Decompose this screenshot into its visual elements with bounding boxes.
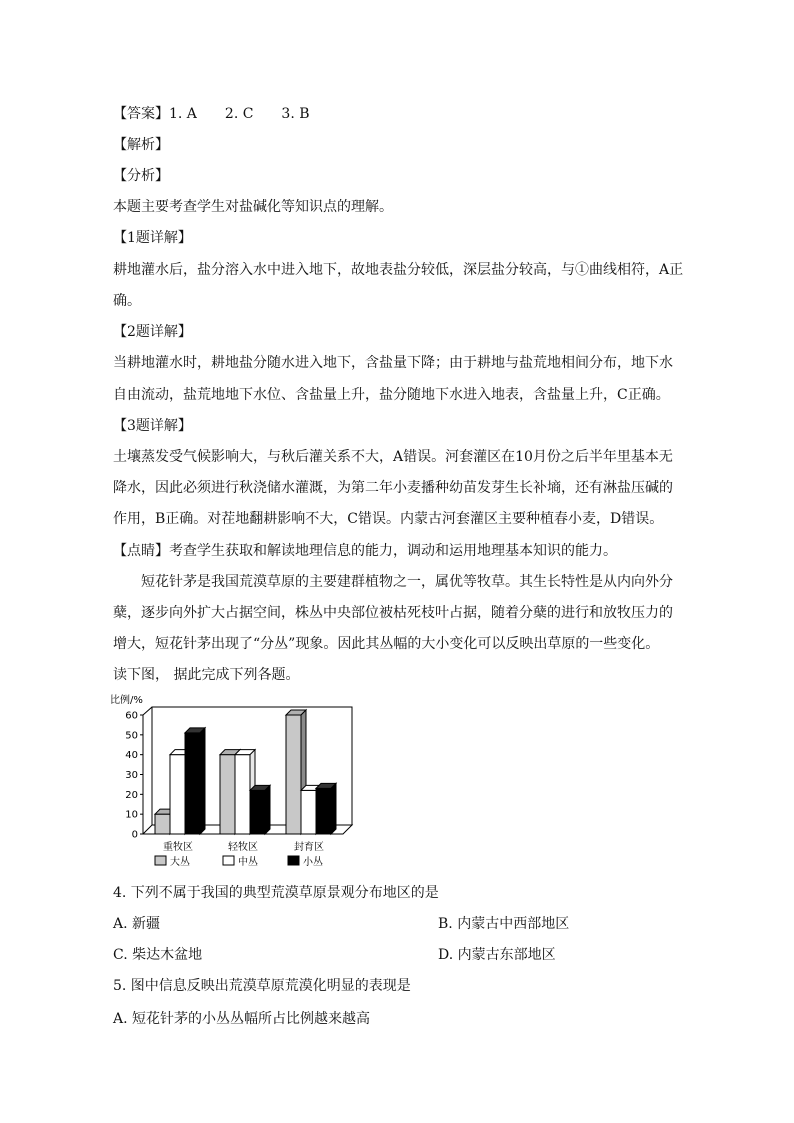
bar (250, 790, 265, 834)
x-tick-label: 重牧区 (163, 842, 193, 853)
x-tick-label: 轻牧区 (228, 842, 258, 853)
fenxi-heading: 【分析】 (113, 168, 169, 184)
bar-side (331, 783, 336, 834)
dianjing: 【点睛】考查学生获取和解读地理信息的能力，调动和运用地理基本知识的能力。 (113, 543, 617, 559)
bar (301, 790, 316, 834)
bar (316, 788, 331, 834)
bar (220, 755, 235, 834)
q5-option-a[interactable]: A. 短花针茅的小丛丛幅所占比例越来越高 (113, 1011, 371, 1027)
y-axis-label: 比例/% (110, 695, 143, 706)
legend-swatch (155, 856, 166, 865)
legend-swatch (223, 856, 234, 865)
y-tick-label: 10 (125, 809, 138, 821)
y-tick-label: 40 (125, 750, 138, 762)
q2-body-line: 当耕地灌水时，耕地盐分随水进入地下，含盐量下降；由于耕地与盐荒地相间分布，地下水 (113, 355, 673, 371)
bar (286, 715, 301, 834)
bar-side (265, 785, 270, 834)
legend-label: 小丛 (303, 857, 323, 868)
y-tick-label: 50 (125, 730, 138, 742)
q4-option-c[interactable]: C. 柴达木盆地 (113, 947, 203, 963)
analysis-heading: 【解析】 (113, 137, 169, 153)
q4-option-b[interactable]: B. 内蒙古中西部地区 (438, 916, 570, 932)
q1-body-line: 耕地灌水后，盐分溶入水中进入地下，故地表盐分较低，深层盐分较高，与①曲线相符，A正 (113, 262, 684, 278)
passage-line: 短花针茅是我国荒漠草原的主要建群植物之一，属优等牧草。其生长特性是从内向外分 (141, 574, 673, 590)
y-tick-label: 60 (125, 710, 138, 722)
q3-body-line: 降水，因此必须进行秋浇储水灌溉，为第二年小麦播种幼苗发芽生长补墒，还有淋盐压碱的 (113, 480, 673, 496)
y-tick-label: 20 (125, 789, 138, 801)
bar-chart (108, 690, 368, 875)
q3-body-line: 土壤蒸发受气候影响大，与秋后灌关系不大，A错误。河套灌区在10月份之后半年里基本无 (113, 449, 673, 465)
q1-body-line: 确。 (113, 293, 141, 309)
y-tick-label: 30 (125, 770, 138, 781)
answer-line: 【答案】1. A 2. C 3. B (113, 106, 310, 122)
q5-stem: 5. 图中信息反映出荒漠草原荒漠化明显的表现是 (113, 978, 411, 994)
bar (185, 733, 200, 834)
passage-line: 增大，短花针茅出现了“分丛”现象。因此其丛幅的大小变化可以反映出草原的一些变化。 (113, 636, 660, 652)
q3-title: 【3题详解】 (113, 418, 192, 434)
legend-label: 中丛 (238, 857, 258, 868)
passage-line: 读下图， 据此完成下列各题。 (113, 667, 300, 683)
q4-stem: 4. 下列不属于我国的典型荒漠草原景观分布地区的是 (113, 885, 439, 901)
bar-side (200, 728, 205, 834)
y-tick-label: 0 (131, 829, 138, 841)
bar (235, 755, 250, 834)
fenxi-body: 本题主要考查学生对盐碱化等知识点的理解。 (113, 199, 393, 215)
q2-body-line: 自由流动，盐荒地地下水位、含盐量上升，盐分随地下水进入地表，含盐量上升，C正确。 (113, 387, 670, 403)
q1-title: 【1题详解】 (113, 230, 192, 246)
q3-body-line: 作用，B正确。对茬地翻耕影响不大，C错误。内蒙古河套灌区主要种植春小麦，D错误。 (113, 511, 664, 527)
y-axis-top-edge (143, 707, 152, 715)
legend-swatch (288, 856, 299, 865)
passage-line: 蘖，逐步向外扩大占据空间，株丛中央部位被枯死枝叶占据，随着分蘖的进行和放牧压力的 (113, 605, 673, 621)
q4-option-a[interactable]: A. 新疆 (113, 916, 161, 932)
q2-title: 【2题详解】 (113, 324, 192, 340)
bar (155, 814, 170, 834)
legend-label: 大丛 (170, 857, 190, 868)
q4-option-d[interactable]: D. 内蒙古东部地区 (438, 947, 556, 963)
bar (170, 755, 185, 834)
x-tick-label: 封育区 (294, 842, 324, 853)
